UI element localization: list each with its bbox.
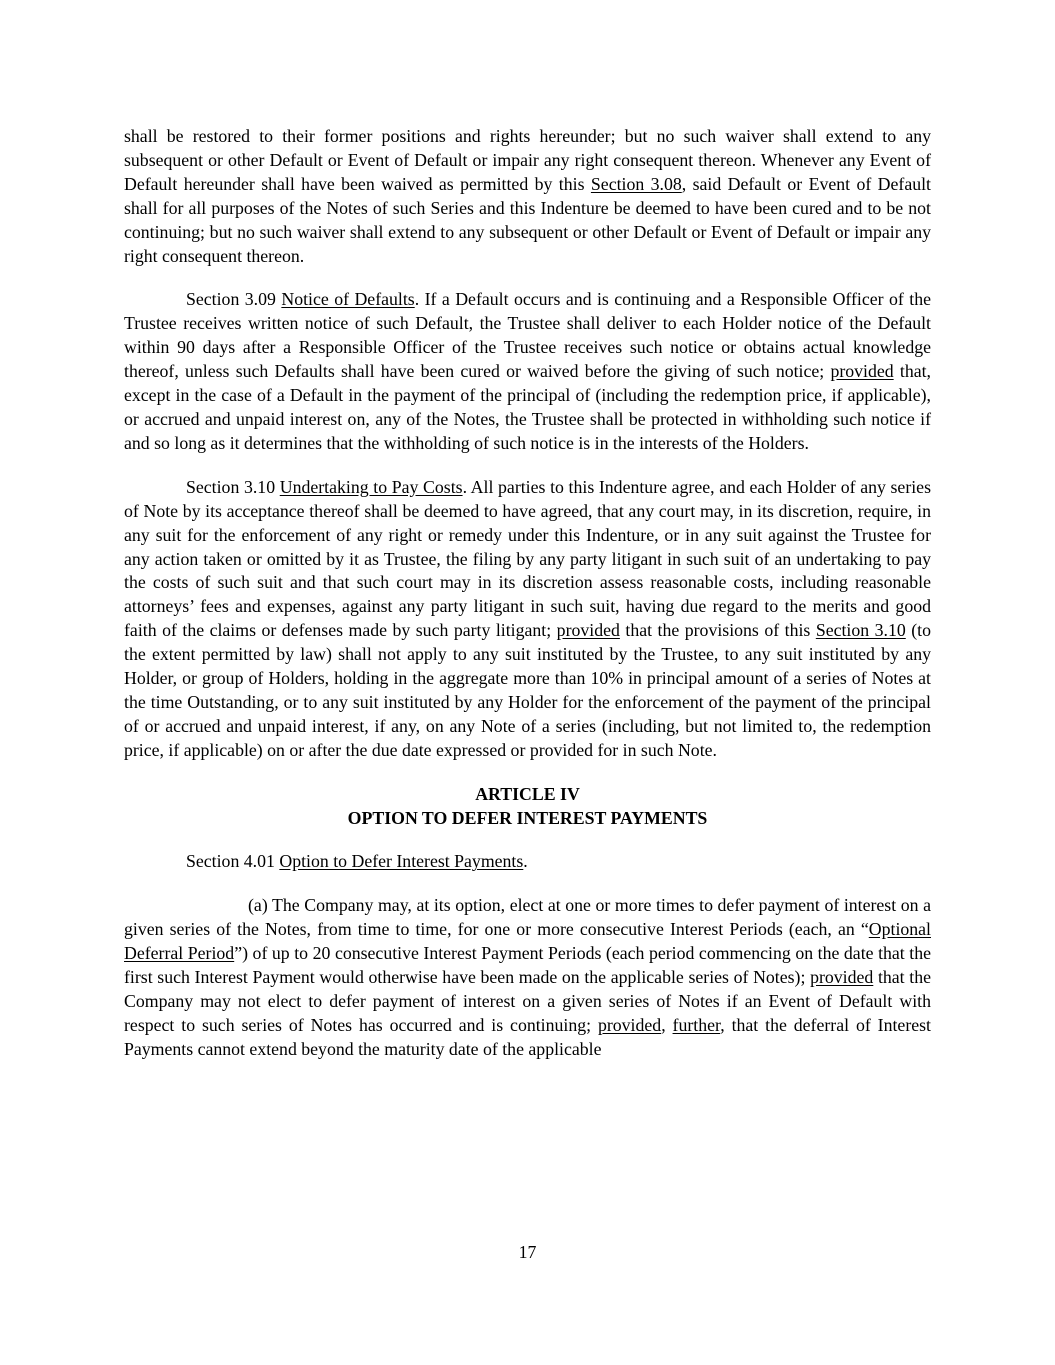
- clause-label: (a): [248, 895, 268, 916]
- provided-term: provided: [556, 620, 620, 641]
- document-page: [124, 125, 931, 1082]
- paragraph-text: that the provisions of this: [619, 620, 816, 641]
- section-title: Notice of Defaults: [281, 289, 415, 310]
- provided-term: provided: [597, 1014, 662, 1035]
- paragraph-text: shall be restored to their former positions and rights hereunder; but no such waiver shall extend to any subsequent or other Default or Event of Default or impair any right consequent thereon. Whenever any Event of Default hereunder shall have been waived as permitted by this: [124, 126, 931, 194]
- paragraph-text: . If a Default occurs and is continuing and a Responsible Officer of the Trustee receives written notice of such Default, the Trustee shall deliver to each Holder notice of the Default within 90 days after a Responsible Officer of the Trustee receives such notice or obtains actual knowledge thereof, unless such Defaults shall have been cured or waived before the giving of such notice;: [124, 289, 931, 382]
- paragraph-text: , said Default or Event of Default shall for all purposes of the Notes of such Series and this Indenture be deemed to have been cured and to be not continuing; but no such waiver shall extend to any subsequent or other Default or Event of Default or impair any right consequent thereon.: [124, 173, 931, 266]
- paragraph-text: ”) of up to 20 consecutive Interest Payment Periods (each period commencing on the date that the first such Interest Payment would otherwise have been made on the applicable series of Notes);: [124, 943, 931, 988]
- section-number: Section 4.01: [186, 851, 275, 872]
- section-4-01-heading: [124, 850, 931, 874]
- paragraph-text: .: [523, 851, 528, 872]
- paragraph-text: (to the extent permitted by law) shall not apply to any suit instituted by the Trustee, to any suit instituted by any Holder, or group of Holders, holding in the aggregate more than 10% in principal amount of a series of Notes at the time Outstanding, or to any suit instituted by any Holder for the enforcement of the payment of the principal of or accrued and unpaid interest, if any, on any Note of a series (including, but not limited to, the redemption price, if applicable) on or after the due date expressed or provided for in such Note.: [124, 620, 932, 760]
- clause-a-paragraph: [124, 894, 931, 1061]
- section-title: Undertaking to Pay Costs: [279, 476, 463, 497]
- paragraph-text: that, except in the case of a Default in the payment of the principal of (including the redemption price, if applicable), or accrued and unpaid interest on, any of the Notes, the Trustee shall be protected in withholding such notice if and so long as it determines that the withholding of such notice is in the interests of the Holders.: [124, 361, 931, 453]
- paragraph-waiver-continuation: [124, 125, 931, 268]
- defined-term-optional-deferral-period: Optional Deferral Period: [124, 919, 931, 964]
- paragraph-text: . All parties to this Indenture agree, and each Holder of any series of Note by its acceptance thereof shall be deemed to have agreed, that any court may, in its discretion, require, in any suit for the enforcement of any right or remedy under this Indenture, or in any suit against the Trustee for any action taken or omitted by it as Trustee, the filing by any party litigant in such suit of an undertaking to pay the costs of such suit and that such court may in its discretion assess reasonable costs, including reasonable attorneys’ fees and expenses, against any party litigant in such suit, having due regard to the merits and good faith of the claims or defenses made by such party litigant;: [124, 476, 931, 641]
- provided-term: provided: [830, 361, 894, 382]
- provided-term: provided: [810, 967, 874, 988]
- further-term: further: [672, 1014, 721, 1035]
- paragraph-text: , that the deferral of Interest Payments cannot extend beyond the maturity date of the applicable: [124, 1014, 931, 1059]
- section-3-09-paragraph: [124, 288, 931, 455]
- page-number: 17: [518, 1242, 537, 1262]
- section-number: Section 3.09: [186, 289, 276, 310]
- section-3-10-paragraph: [124, 476, 931, 763]
- section-title: Option to Defer Interest Payments: [279, 851, 524, 872]
- paragraph-text: ,: [661, 1014, 673, 1035]
- section-number: Section 3.10: [186, 476, 276, 497]
- article-number: ARTICLE IV: [475, 783, 580, 804]
- paragraph-text: that the Company may not elect to defer payment of interest on a given series of Notes if an Event of Default with respect to such series of Notes has occurred and is continuing;: [124, 967, 931, 1035]
- section-reference-3-10: Section 3.10: [815, 620, 906, 641]
- paragraph-text: The Company may, at its option, elect at one or more times to defer payment of interest on a given series of the Notes, from time to time, for one or more consecutive Interest Periods (each, an “: [124, 895, 932, 940]
- article-title: OPTION TO DEFER INTEREST PAYMENTS: [347, 807, 708, 828]
- section-reference-3-08: Section 3.08: [590, 173, 682, 194]
- article-heading: [124, 783, 931, 831]
